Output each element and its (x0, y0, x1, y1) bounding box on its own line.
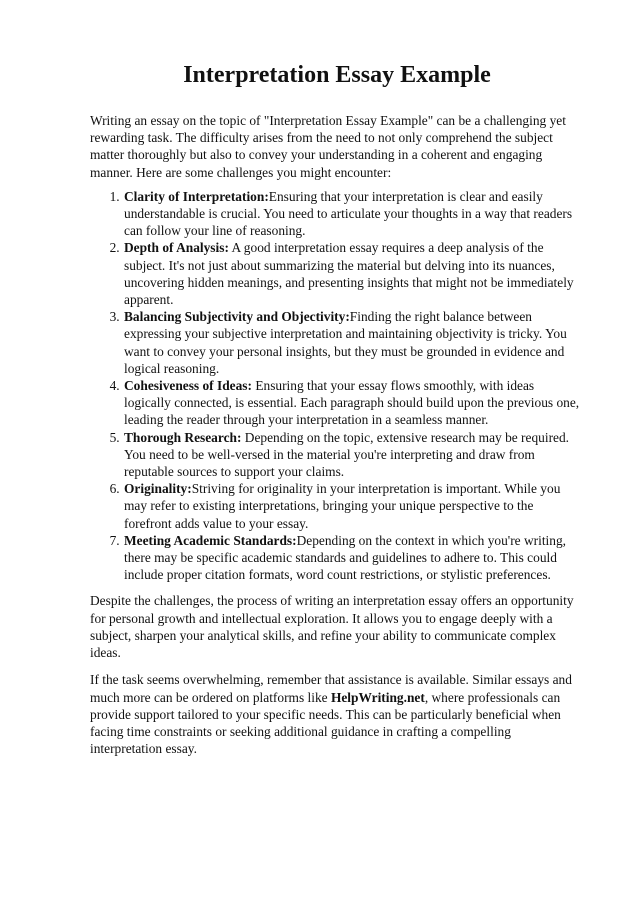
challenge-term: Depth of Analysis: (124, 240, 229, 256)
list-item (123, 377, 584, 429)
challenge-text: A good interpretation essay requires a deep analysis of the subject. It's not just about summarizing the material but delving into its nuances, uncovering hidden meanings, and presenting insights that might not be immediately apparent. (124, 240, 574, 308)
challenge-text: Ensuring that your essay flows smoothly, with ideas logically connected, is essential. Each paragraph should build upon the previous one, leading the reader through your interpretation in a seamless manner. (124, 378, 580, 428)
helpwriting-link[interactable]: HelpWriting.net (330, 689, 425, 705)
paragraph-text-after: , where professionals can provide support tailored to your specific needs. This can be particularly beneficial when facing time constraints or seeking additional guidance in crafting a compelling interpretation essay. (90, 689, 561, 757)
challenge-term: Clarity of Interpretation: (124, 188, 269, 204)
challenge-term: Cohesiveness of Ideas: (124, 378, 252, 394)
challenge-text: Finding the right balance between expressing your subjective interpretation and maintaining objectivity is tricky. You want to convey your personal insights, but they must be grounded in evidence and logical reasoning. (124, 309, 567, 376)
challenge-text: Ensuring that your interpretation is clear and easily understandable is crucial. You need to articulate your thoughts in a way that readers can follow your line of reasoning. (124, 188, 573, 239)
list-item (123, 480, 584, 532)
challenges-list (90, 188, 584, 584)
body-paragraph-2: Despite the challenges, the process of writing an interpretation essay offers an opportunity for personal growth and intellectual exploration. It allows you to engage deeply with a subject, sharpen your analytical skills, and refine your ability to communicate complex ideas. (90, 593, 574, 661)
document-title: Interpretation Essay Example (183, 62, 491, 88)
list-item (123, 429, 584, 481)
list-item (123, 532, 584, 584)
challenge-text: Striving for originality in your interpretation is important. While you may refer to existing interpretations, bringing your unique perspective to the forefront adds value to your essay. (124, 481, 561, 531)
intro-paragraph: Writing an essay on the topic of "Interpretation Essay Example" can be a challenging yet rewarding task. The difficulty arises from the need to not only comprehend the subject matter thoroughly but also to convey your understanding in a coherent and engaging manner. Here are some challenges you might encounter: (90, 113, 566, 180)
body-paragraph-3 (90, 671, 584, 757)
list-item (123, 308, 584, 377)
challenge-term: Thorough Research: (124, 429, 242, 445)
document-page (90, 58, 584, 767)
challenge-term: Originality: (124, 481, 192, 497)
list-item (123, 239, 584, 308)
challenge-text: Depending on the topic, extensive research may be required. You need to be well-versed in the material you're interpreting and draw from reputable sources to support your claims. (124, 429, 570, 480)
paragraph-text-before: If the task seems overwhelming, remember that assistance is available. Similar essays and much more can be ordered on platforms like (90, 672, 572, 705)
challenge-term: Balancing Subjectivity and Objectivity: (124, 309, 350, 325)
list-item (123, 188, 584, 240)
challenge-text: Depending on the context in which you're writing, there may be specific academic standards and guidelines to adhere to. This could include proper citation formats, word count restrictions, or stylistic preferences. (124, 532, 566, 583)
challenge-term: Meeting Academic Standards: (124, 532, 297, 548)
